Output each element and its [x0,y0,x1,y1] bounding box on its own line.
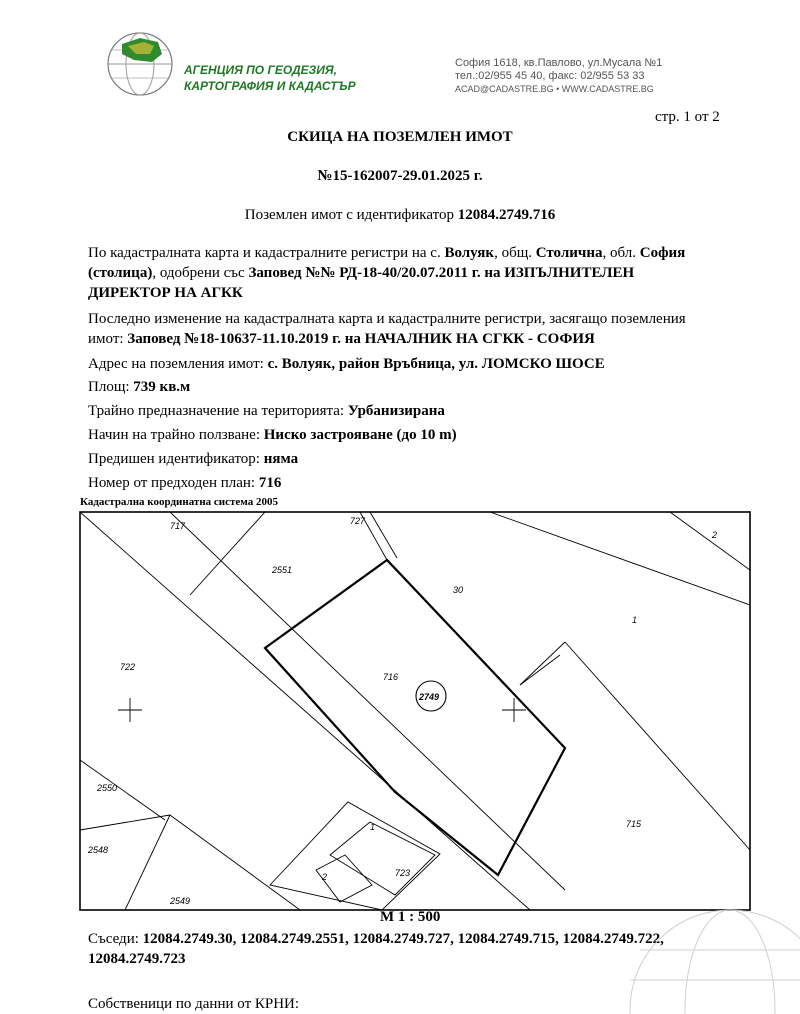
cadastral-map [0,510,800,912]
boundary-30-1-south [520,655,560,685]
label-717: 717 [170,521,186,531]
boundary-30-1 [490,512,750,605]
grid-cross-west [118,698,142,722]
boundary-1-2 [670,512,750,570]
property-address: Адрес на поземления имот: с. Волуяк, район Връбница, ул. ЛОМСКО ШОСЕ [88,356,605,372]
label-1: 1 [632,615,638,625]
boundary-2550-2548 [80,815,170,830]
label-727: 727 [350,516,366,526]
amendment-line1: Последно изменение на кадастралната карта и кадастралните регистри, засягащо поземления [88,311,686,327]
street-boundary-west [80,512,530,910]
agency-phone: тел.:02/955 45 40, факс: 02/955 53 33 [455,70,645,82]
coordinate-system: Кадастрална координатна система 2005 [80,496,278,508]
neighbors-line2: 12084.2749.723 [88,951,186,967]
boundary-722-2550 [80,760,165,820]
boundary-1-715 [565,642,750,850]
agency-name-line2: КАРТОГРАФИЯ И КАДАСТЪР [184,79,356,93]
amendment-line2: имот: Заповед №18-10637-11.10.2019 г. на НАЧАЛНИК НА СГКК - СОФИЯ [88,331,595,347]
label-722: 722 [120,662,136,672]
land-use: Начин на трайно ползване: Ниско застрояване (до 10 m) [88,427,457,443]
street-boundary-east [170,512,565,890]
agency-address: София 1618, кв.Павлово, ул.Мусала №1 [455,57,663,69]
label-2550: 2550 [97,783,118,793]
agency-name-line1: АГЕНЦИЯ ПО ГЕОДЕЗИЯ, [184,63,337,77]
boundary-2548-2549 [125,815,170,910]
doc-number: №15-162007-29.01.2025 г. [317,168,483,184]
label-building-2: 2 [322,872,328,882]
doc-identifier: Поземлен имот с идентификатор 12084.2749.716 [244,207,556,223]
label-715: 715 [626,819,642,829]
approval-line1: По кадастралната карта и кадастралните регистри на с. Волуяк, общ. Столична, обл. София [88,245,686,261]
parcel-716-boundary [265,560,565,875]
label-2549: 2549 [170,896,191,906]
doc-title: СКИЦА НА ПОЗЕМЛЕН ИМОТ [287,129,513,145]
map-frame [80,512,750,910]
page-number: стр. 1 от 2 [655,109,720,125]
neighbors-line1: Съседи: 12084.2749.30, 12084.2749.2551, 12084.2749.727, 12084.2749.715, 12084.2749.722, [88,931,664,947]
approval-line3: ДИРЕКТОР НА АГКК [88,285,243,301]
building-1 [330,822,435,895]
boundary-727-30 [370,512,397,558]
owners-heading: Собственици по данни от КРНИ: [88,996,300,1012]
property-area: Площ: 739 кв.м [88,379,191,395]
previous-plan-number: Номер от предходен план: 716 [88,475,282,491]
territory-purpose: Трайно предназначение на територията: Урбанизирана [88,403,445,419]
boundary-715-north [520,642,565,685]
agency-logo [100,28,184,98]
label-30: 30 [453,585,464,595]
label-building-1: 1 [370,822,376,832]
previous-identifier: Предишен идентификатор: няма [88,451,299,467]
label-block-2749: 2749 [419,692,440,702]
agency-web: ACAD@CADASTRE.BG • WWW.CADASTRE.BG [455,84,654,94]
map-scale: М 1 : 500 [380,909,441,925]
watermark-globe-icon [610,900,800,1014]
globe-logo-icon [100,28,184,98]
label-2: 2 [712,530,718,540]
label-723: 723 [395,868,411,878]
boundary-717-2551 [190,512,265,595]
label-716: 716 [383,672,399,682]
label-2548: 2548 [88,845,109,855]
label-2551: 2551 [272,565,293,575]
approval-line2: (столица), одобрени със Заповед №№ РД-18-40/20.07.2011 г. на ИЗПЪЛНИТЕЛЕН [88,265,635,281]
